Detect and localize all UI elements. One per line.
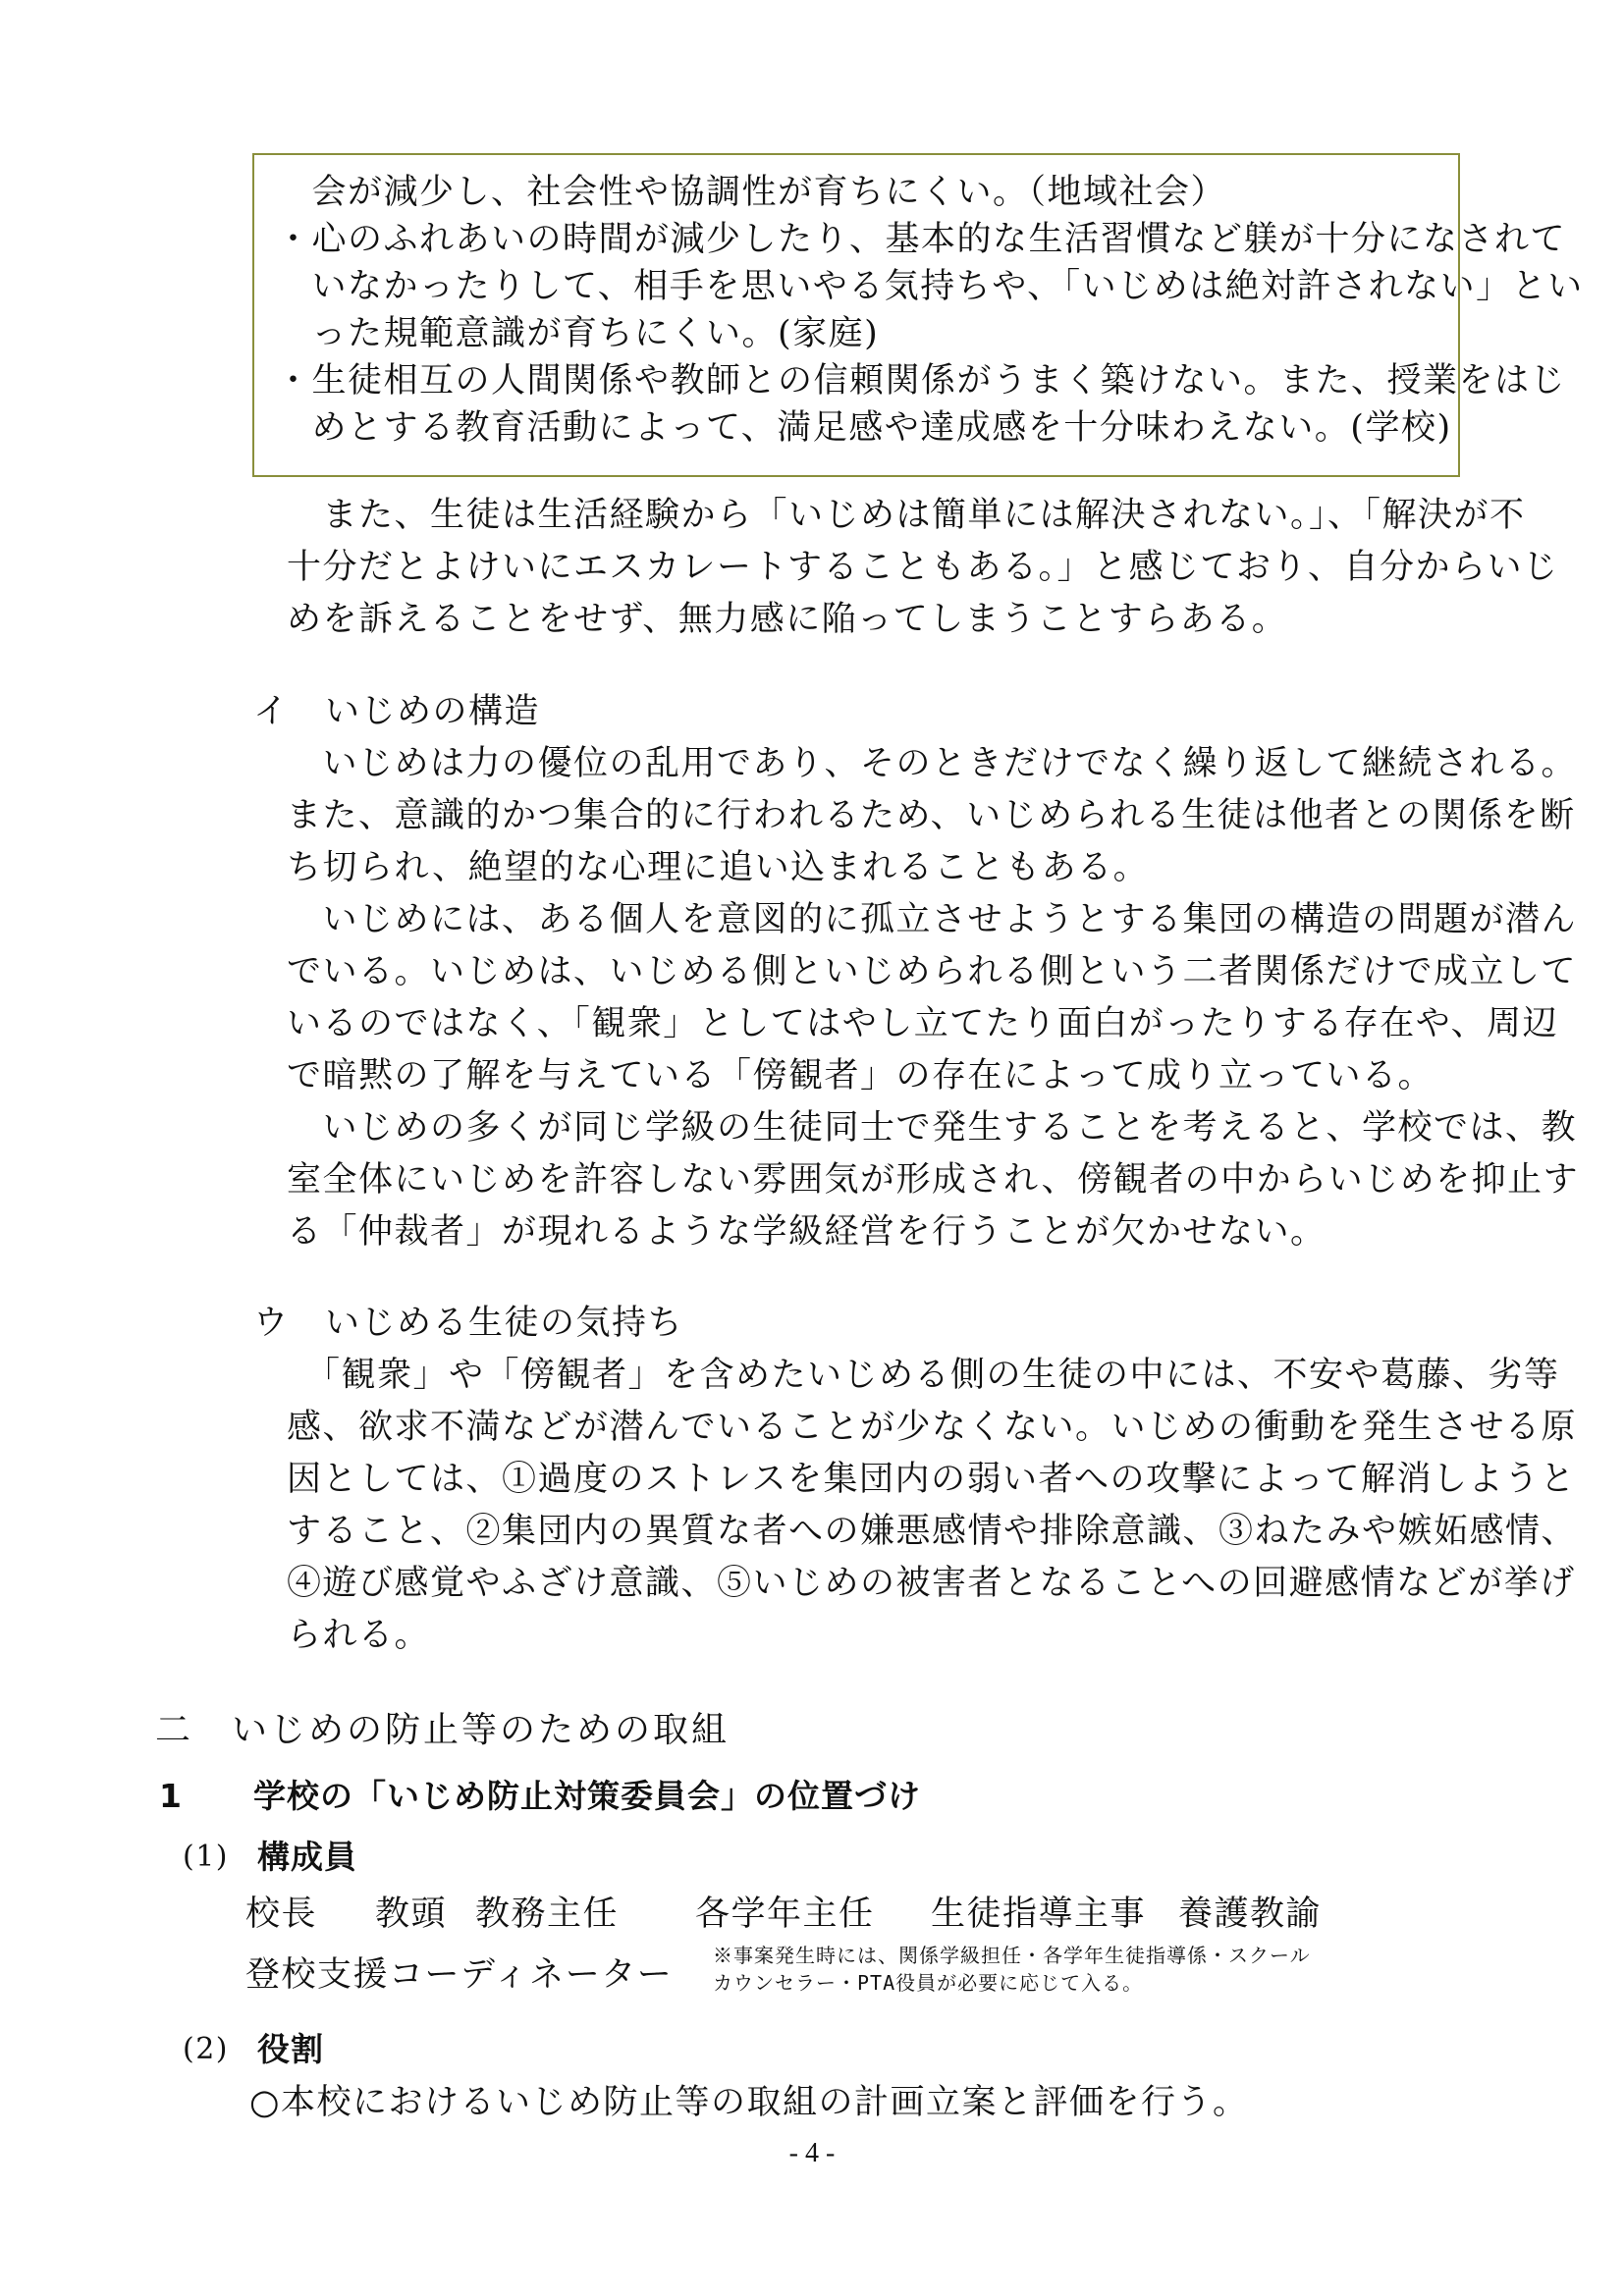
- member: 養護教諭: [1178, 1895, 1323, 1934]
- member: 生徒指導主事: [931, 1895, 1147, 1934]
- box-line: めとする教育活動によって、満足感や達成感を十分味わえない。(学校): [276, 408, 1452, 448]
- box-line: いなかったりして、相手を思いやる気持ちや、「いじめは絶対許されない」とい: [276, 267, 1584, 306]
- paragraph-line: いじめの多くが同じ学級の生徒同士で発生することを考えると、学校では、教: [287, 1108, 1578, 1148]
- subsection-title: 学校の「いじめ防止対策委員会」の位置づけ: [253, 1777, 921, 1815]
- item-title: 役割: [257, 2030, 324, 2068]
- paragraph-line: られる。: [287, 1616, 431, 1655]
- paragraph-line: ④遊び感覚やふざけ意識、⑤いじめの被害者となることへの回避感情などが挙げ: [287, 1564, 1576, 1603]
- paragraph-line: いじめは力の優位の乱用であり、そのときだけでなく繰り返して継続される。: [287, 744, 1578, 783]
- paragraph-line: ち切られ、絶望的な心理に追い込まれることもある。: [287, 848, 1150, 887]
- page-number: - 4 -: [788, 2138, 836, 2168]
- paragraph-line: いるのではなく、「観衆」としてはやし立てたり面白がったりする存在や、周辺: [287, 1004, 1559, 1043]
- section-heading-u: ウ いじめる生徒の気持ち: [253, 1304, 684, 1343]
- paragraph-line: でいる。いじめは、いじめる側といじめられる側という二者関係だけで成立して: [287, 952, 1578, 991]
- paragraph-line: めを訴えることをせず、無力感に陥ってしまうことすらある。: [287, 600, 1288, 639]
- paragraph-line: る「仲裁者」が現れるような学級経営を行うことが欠かせない。: [287, 1212, 1326, 1252]
- member: 教務主任: [475, 1895, 620, 1934]
- note-line: ※事案発生時には、関係学級担任・各学年生徒指導係・スクール: [713, 1944, 1311, 1967]
- member-last: 登校支援コーディネーター: [245, 1955, 674, 1995]
- paragraph-line: いじめには、ある個人を意図的に孤立させようとする集団の構造の問題が潜ん: [287, 900, 1578, 939]
- subsection-number: 1: [159, 1777, 183, 1815]
- box-line: った規範意識が育ちにくい。(家庭): [276, 314, 880, 353]
- item-number: (2): [183, 2032, 229, 2066]
- member: 教頭: [375, 1895, 448, 1934]
- factors-box: [252, 153, 1584, 477]
- paragraph-line: 因としては、①過度のストレスを集団内の弱い者への攻撃によって解消しようと: [287, 1460, 1576, 1499]
- paragraph-line: すること、②集団内の異質な者への嫌悪感情や排除意識、③ねたみや嫉妬感情、: [287, 1512, 1578, 1551]
- member: 各学年主任: [695, 1895, 875, 1934]
- section-heading-i: イ いじめの構造: [253, 692, 541, 731]
- paragraph-line: 十分だとよけいにエスカレートすることもある。」と感じており、自分からいじ: [287, 548, 1559, 587]
- box-line: ・心のふれあいの時間が減少したり、基本的な生活習慣など躾が十分になされて: [276, 220, 1567, 259]
- note-line: カウンセラー・PTA役員が必要に応じて入る。: [713, 1971, 1144, 1995]
- paragraph-line: 感、欲求不満などが潜んでいることが少なくない。いじめの衝動を発生させる原: [287, 1408, 1578, 1447]
- item-number: (1): [183, 1840, 229, 1874]
- paragraph-line: また、意識的かつ集合的に行われるため、いじめられる生徒は他者との関係を断: [287, 796, 1576, 835]
- box-line: ・生徒相互の人間関係や教師との信頼関係がうまく築けない。また、授業をはじ: [276, 361, 1567, 400]
- member: 校長: [245, 1895, 318, 1934]
- chapter-heading: 二 いじめの防止等のための取組: [155, 1710, 731, 1750]
- paragraph-line: 「観衆」や「傍観者」を含めたいじめる側の生徒の中には、不安や葛藤、劣等: [287, 1356, 1560, 1395]
- paragraph-line: 室全体にいじめを許容しない雰囲気が形成され、傍観者の中からいじめを抑止す: [287, 1160, 1580, 1200]
- item-text: ○本校におけるいじめ防止等の取組の計画立案と評価を行う。: [249, 2083, 1249, 2122]
- box-line: 会が減少し、社会性や協調性が育ちにくい。（地域社会）: [276, 173, 1227, 212]
- paragraph-line: で暗黙の了解を与えている「傍観者」の存在によって成り立っている。: [287, 1056, 1435, 1095]
- paragraph-line: また、生徒は生活経験から「いじめは簡単には解決されない。」、「解決が不: [287, 496, 1526, 535]
- item-title: 構成員: [257, 1838, 357, 1876]
